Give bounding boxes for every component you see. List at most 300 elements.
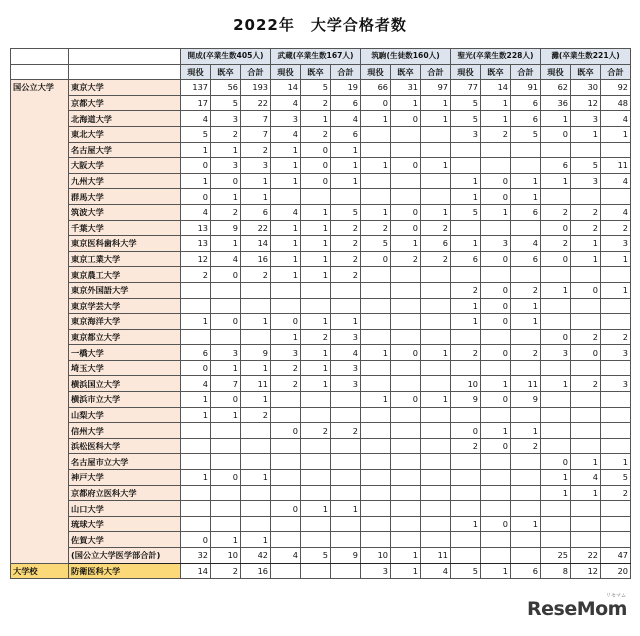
count-cell: 2 — [241, 267, 271, 283]
count-cell: 4 — [511, 236, 541, 252]
count-cell: 1 — [511, 423, 541, 439]
count-cell: 77 — [451, 80, 481, 96]
university-name: 横浜国立大学 — [69, 376, 181, 392]
count-cell: 1 — [421, 95, 451, 111]
count-cell — [241, 516, 271, 532]
sub-header: 既卒 — [301, 64, 331, 80]
count-cell: 4 — [181, 204, 211, 220]
count-cell: 2 — [511, 282, 541, 298]
count-cell: 1 — [511, 516, 541, 532]
count-cell: 0 — [541, 329, 571, 345]
count-cell: 14 — [181, 563, 211, 579]
table-row — [11, 267, 631, 283]
count-cell — [301, 392, 331, 408]
count-cell — [541, 438, 571, 454]
count-cell: 5 — [211, 95, 241, 111]
count-cell: 1 — [391, 563, 421, 579]
count-cell: 2 — [211, 126, 241, 142]
count-cell — [421, 532, 451, 548]
count-cell — [211, 501, 241, 517]
count-cell — [361, 126, 391, 142]
count-cell — [601, 298, 631, 314]
count-cell: 0 — [481, 282, 511, 298]
count-cell — [481, 142, 511, 158]
count-cell: 4 — [421, 563, 451, 579]
count-cell — [421, 438, 451, 454]
count-cell — [241, 298, 271, 314]
count-cell — [271, 438, 301, 454]
count-cell: 5 — [361, 236, 391, 252]
count-cell — [361, 360, 391, 376]
count-cell — [451, 267, 481, 283]
count-cell — [271, 563, 301, 579]
count-cell — [331, 438, 361, 454]
count-cell — [241, 423, 271, 439]
count-cell — [481, 532, 511, 548]
count-cell: 0 — [391, 392, 421, 408]
count-cell — [601, 438, 631, 454]
count-cell: 5 — [601, 470, 631, 486]
count-cell — [361, 407, 391, 423]
count-cell: 91 — [511, 80, 541, 96]
count-cell — [301, 298, 331, 314]
table-row — [11, 407, 631, 423]
table-row — [11, 95, 631, 111]
count-cell: 11 — [241, 376, 271, 392]
count-cell — [181, 423, 211, 439]
table-row — [11, 376, 631, 392]
count-cell — [451, 407, 481, 423]
count-cell — [331, 563, 361, 579]
count-cell: 2 — [331, 236, 361, 252]
count-cell: 1 — [601, 282, 631, 298]
table-row — [11, 345, 631, 361]
count-cell — [211, 329, 241, 345]
count-cell: 2 — [301, 423, 331, 439]
count-cell: 5 — [301, 548, 331, 564]
count-cell — [451, 329, 481, 345]
university-name: 京都大学 — [69, 95, 181, 111]
count-cell: 2 — [601, 329, 631, 345]
count-cell — [271, 454, 301, 470]
count-cell — [181, 329, 211, 345]
count-cell — [421, 314, 451, 330]
count-cell: 1 — [541, 376, 571, 392]
count-cell: 1 — [361, 158, 391, 174]
university-name: 防衛医科大学 — [69, 563, 181, 579]
count-cell: 1 — [481, 111, 511, 127]
count-cell: 2 — [421, 220, 451, 236]
count-cell — [211, 298, 241, 314]
count-cell: 25 — [541, 548, 571, 564]
count-cell — [301, 563, 331, 579]
count-cell — [181, 454, 211, 470]
resemom-logo: ReseMom — [527, 598, 627, 620]
university-name: 信州大学 — [69, 423, 181, 439]
count-cell: 0 — [391, 111, 421, 127]
count-cell: 3 — [211, 111, 241, 127]
count-cell: 1 — [181, 314, 211, 330]
count-cell: 1 — [301, 111, 331, 127]
count-cell: 1 — [211, 532, 241, 548]
university-name: 東北大学 — [69, 126, 181, 142]
table-row — [11, 516, 631, 532]
table-row — [11, 298, 631, 314]
count-cell — [451, 532, 481, 548]
count-cell — [601, 360, 631, 376]
table-row — [11, 470, 631, 486]
count-cell: 0 — [481, 516, 511, 532]
count-cell: 2 — [301, 329, 331, 345]
count-cell — [301, 438, 331, 454]
count-cell — [391, 282, 421, 298]
count-cell: 1 — [241, 360, 271, 376]
count-cell: 1 — [601, 126, 631, 142]
sub-header: 現役 — [361, 64, 391, 80]
count-cell — [511, 407, 541, 423]
school-header: 灘(卒業生数221人) — [541, 49, 631, 65]
count-cell: 1 — [241, 392, 271, 408]
count-cell: 6 — [421, 236, 451, 252]
count-cell — [361, 267, 391, 283]
school-header: 聖光(卒業生数228人) — [451, 49, 541, 65]
count-cell — [421, 376, 451, 392]
sub-header: 現役 — [541, 64, 571, 80]
count-cell: 56 — [211, 80, 241, 96]
count-cell: 66 — [361, 80, 391, 96]
count-cell — [361, 438, 391, 454]
count-cell: 0 — [391, 220, 421, 236]
count-cell: 1 — [241, 173, 271, 189]
count-cell: 3 — [361, 563, 391, 579]
count-cell — [391, 173, 421, 189]
count-cell — [601, 189, 631, 205]
count-cell — [331, 282, 361, 298]
count-cell: 1 — [271, 236, 301, 252]
count-cell — [271, 532, 301, 548]
count-cell: 3 — [241, 158, 271, 174]
count-cell — [211, 485, 241, 501]
count-cell: 3 — [451, 126, 481, 142]
count-cell — [481, 267, 511, 283]
count-cell: 4 — [601, 204, 631, 220]
count-cell: 5 — [181, 126, 211, 142]
category-label: 大学校 — [11, 563, 69, 579]
count-cell: 0 — [481, 345, 511, 361]
count-cell: 1 — [421, 392, 451, 408]
count-cell: 1 — [481, 95, 511, 111]
count-cell — [511, 548, 541, 564]
count-cell — [511, 485, 541, 501]
school-header: 筑駒(生徒数160人) — [361, 49, 451, 65]
count-cell: 16 — [241, 563, 271, 579]
count-cell: 13 — [181, 236, 211, 252]
count-cell: 0 — [271, 501, 301, 517]
count-cell — [481, 158, 511, 174]
count-cell: 3 — [481, 236, 511, 252]
count-cell: 0 — [541, 251, 571, 267]
count-cell — [391, 126, 421, 142]
count-cell: 6 — [331, 95, 361, 111]
university-name: 横浜市立大学 — [69, 392, 181, 408]
count-cell: 0 — [541, 126, 571, 142]
count-cell — [391, 376, 421, 392]
count-cell — [331, 298, 361, 314]
count-cell — [571, 438, 601, 454]
count-cell — [331, 485, 361, 501]
university-name: 千葉大学 — [69, 220, 181, 236]
table-row — [11, 126, 631, 142]
count-cell: 1 — [271, 220, 301, 236]
count-cell: 6 — [511, 95, 541, 111]
count-cell: 4 — [571, 470, 601, 486]
university-name: 九州大学 — [69, 173, 181, 189]
count-cell: 1 — [361, 345, 391, 361]
count-cell: 6 — [181, 345, 211, 361]
count-cell: 0 — [211, 173, 241, 189]
sub-header: 合計 — [601, 64, 631, 80]
count-cell: 0 — [391, 345, 421, 361]
count-cell — [361, 470, 391, 486]
table-row — [11, 501, 631, 517]
count-cell: 22 — [571, 548, 601, 564]
count-cell: 2 — [181, 267, 211, 283]
count-cell: 137 — [181, 80, 211, 96]
count-cell — [331, 470, 361, 486]
count-cell: 0 — [481, 298, 511, 314]
count-cell — [541, 532, 571, 548]
count-cell: 11 — [511, 376, 541, 392]
count-cell: 1 — [451, 189, 481, 205]
count-cell — [451, 142, 481, 158]
count-cell: 0 — [301, 158, 331, 174]
count-cell: 1 — [301, 345, 331, 361]
table-row — [11, 548, 631, 564]
count-cell: 2 — [331, 251, 361, 267]
count-cell: 0 — [211, 314, 241, 330]
count-cell — [541, 314, 571, 330]
count-cell: 3 — [331, 376, 361, 392]
count-cell: 6 — [241, 204, 271, 220]
count-cell: 2 — [511, 438, 541, 454]
count-cell — [181, 501, 211, 517]
count-cell — [541, 407, 571, 423]
count-cell: 2 — [601, 485, 631, 501]
count-cell: 1 — [511, 173, 541, 189]
count-cell: 2 — [541, 204, 571, 220]
count-cell — [361, 329, 391, 345]
count-cell: 0 — [181, 189, 211, 205]
count-cell: 1 — [301, 501, 331, 517]
count-cell — [601, 532, 631, 548]
count-cell — [421, 454, 451, 470]
count-cell — [571, 314, 601, 330]
count-cell: 6 — [541, 158, 571, 174]
count-cell — [541, 423, 571, 439]
university-name: (国公立大学医学部合計) — [69, 548, 181, 564]
sub-header: 合計 — [421, 64, 451, 80]
count-cell: 9 — [241, 345, 271, 361]
university-name: 一橋大学 — [69, 345, 181, 361]
count-cell — [361, 282, 391, 298]
count-cell — [271, 516, 301, 532]
count-cell: 5 — [451, 111, 481, 127]
count-cell: 4 — [181, 111, 211, 127]
count-cell: 3 — [571, 111, 601, 127]
count-cell: 4 — [271, 204, 301, 220]
count-cell: 1 — [571, 454, 601, 470]
count-cell — [391, 329, 421, 345]
count-cell: 1 — [571, 236, 601, 252]
count-cell: 1 — [571, 251, 601, 267]
count-cell — [181, 438, 211, 454]
count-cell: 0 — [541, 454, 571, 470]
count-cell — [571, 142, 601, 158]
page-title: 2022年 大学合格者数 — [233, 16, 407, 34]
count-cell — [541, 298, 571, 314]
count-cell — [361, 532, 391, 548]
table-row — [11, 220, 631, 236]
count-cell — [361, 423, 391, 439]
count-cell — [451, 501, 481, 517]
count-cell: 10 — [361, 548, 391, 564]
count-cell — [181, 516, 211, 532]
count-cell: 0 — [481, 314, 511, 330]
count-cell — [541, 501, 571, 517]
count-cell — [511, 470, 541, 486]
count-cell — [541, 189, 571, 205]
count-cell: 32 — [181, 548, 211, 564]
count-cell — [601, 501, 631, 517]
count-cell: 1 — [541, 470, 571, 486]
count-cell: 0 — [181, 532, 211, 548]
count-cell: 1 — [421, 345, 451, 361]
count-cell — [391, 485, 421, 501]
count-cell: 1 — [451, 516, 481, 532]
count-cell — [481, 329, 511, 345]
count-cell: 1 — [601, 454, 631, 470]
count-cell — [181, 282, 211, 298]
count-cell — [271, 485, 301, 501]
count-cell: 1 — [331, 173, 361, 189]
count-cell — [331, 454, 361, 470]
count-cell: 1 — [391, 95, 421, 111]
count-cell: 1 — [451, 173, 481, 189]
count-cell — [541, 142, 571, 158]
count-cell: 1 — [241, 189, 271, 205]
count-cell: 1 — [421, 111, 451, 127]
table-row — [11, 454, 631, 470]
table-row — [11, 204, 631, 220]
count-cell: 0 — [211, 392, 241, 408]
count-cell: 1 — [361, 111, 391, 127]
table-row — [11, 80, 631, 96]
count-cell: 5 — [511, 126, 541, 142]
count-cell — [421, 485, 451, 501]
count-cell: 1 — [451, 314, 481, 330]
count-cell: 1 — [331, 501, 361, 517]
table-row — [11, 423, 631, 439]
count-cell — [211, 438, 241, 454]
university-name: 東京学芸大学 — [69, 298, 181, 314]
count-cell: 11 — [601, 158, 631, 174]
count-cell: 48 — [601, 95, 631, 111]
count-cell — [301, 532, 331, 548]
count-cell: 1 — [511, 314, 541, 330]
sub-header: 合計 — [331, 64, 361, 80]
table-row — [11, 485, 631, 501]
count-cell — [451, 158, 481, 174]
university-name: 佐賀大学 — [69, 532, 181, 548]
table-row — [11, 189, 631, 205]
count-cell: 9 — [211, 220, 241, 236]
count-cell: 6 — [511, 111, 541, 127]
university-name: 東京医科歯科大学 — [69, 236, 181, 252]
count-cell: 1 — [571, 485, 601, 501]
count-cell — [391, 532, 421, 548]
count-cell — [421, 126, 451, 142]
university-name: 琉球大学 — [69, 516, 181, 532]
university-name: 山口大学 — [69, 501, 181, 517]
count-cell: 1 — [511, 298, 541, 314]
count-cell — [421, 173, 451, 189]
count-cell: 12 — [571, 563, 601, 579]
count-cell: 2 — [271, 360, 301, 376]
count-cell — [421, 423, 451, 439]
count-cell — [241, 438, 271, 454]
count-cell: 1 — [301, 251, 331, 267]
count-cell: 0 — [181, 158, 211, 174]
count-cell: 2 — [241, 407, 271, 423]
count-cell — [481, 407, 511, 423]
count-cell — [391, 438, 421, 454]
count-cell: 1 — [481, 423, 511, 439]
count-cell: 3 — [331, 329, 361, 345]
count-cell: 0 — [571, 282, 601, 298]
count-cell: 1 — [211, 360, 241, 376]
count-cell: 1 — [391, 548, 421, 564]
count-cell: 2 — [481, 126, 511, 142]
count-cell: 4 — [181, 376, 211, 392]
count-cell — [601, 516, 631, 532]
count-cell: 1 — [451, 236, 481, 252]
count-cell — [391, 501, 421, 517]
count-cell: 1 — [301, 220, 331, 236]
count-cell — [511, 220, 541, 236]
count-cell: 1 — [391, 236, 421, 252]
count-cell: 2 — [241, 142, 271, 158]
count-cell — [571, 189, 601, 205]
count-cell: 0 — [211, 470, 241, 486]
count-cell: 0 — [181, 360, 211, 376]
count-cell: 1 — [361, 204, 391, 220]
count-cell: 31 — [391, 80, 421, 96]
count-cell: 0 — [481, 251, 511, 267]
count-cell: 2 — [211, 204, 241, 220]
count-cell: 11 — [421, 548, 451, 564]
count-cell: 2 — [511, 345, 541, 361]
count-cell — [361, 314, 391, 330]
count-cell: 0 — [481, 392, 511, 408]
count-cell: 5 — [301, 80, 331, 96]
school-header: 開成(卒業生数405人) — [181, 49, 271, 65]
count-cell — [571, 392, 601, 408]
count-cell: 1 — [241, 470, 271, 486]
count-cell: 0 — [451, 423, 481, 439]
count-cell — [481, 220, 511, 236]
count-cell — [421, 282, 451, 298]
count-cell: 1 — [301, 376, 331, 392]
